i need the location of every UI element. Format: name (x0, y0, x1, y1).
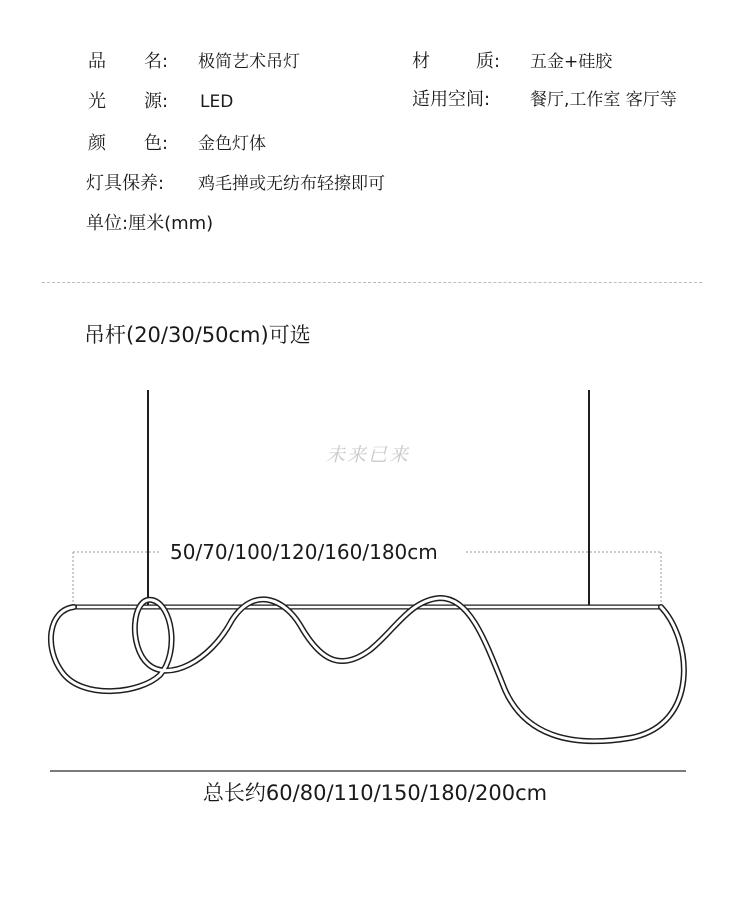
name-label-char1: 品 (88, 51, 106, 72)
care-label: 灯具保养: (86, 173, 165, 194)
name-label-char2: 名: (144, 51, 169, 72)
unit-note: 单位:厘米(mm) (86, 213, 214, 234)
material-label-char1: 材 (412, 51, 430, 72)
color-label-char2: 色: (144, 133, 169, 154)
width-options-label: 50/70/100/120/160/180cm (166, 540, 442, 564)
wavy-light-tube (51, 598, 684, 741)
space-label: 适用空间: (412, 89, 491, 110)
total-length-label: 总长约60/80/110/150/180/200cm (202, 781, 548, 805)
color-value: 金色灯体 (198, 134, 266, 154)
material-label-char2: 质: (476, 51, 501, 72)
product-name-value: 极简艺术吊灯 (198, 52, 300, 72)
care-value: 鸡毛掸或无纺布轻擦即可 (198, 174, 385, 194)
space-value: 餐厅,工作室 客厅等 (530, 90, 677, 110)
material-value: 五金+硅胶 (530, 52, 613, 72)
color-label-char1: 颜 (88, 133, 106, 154)
rod-heading: 吊杆(20/30/50cm)可选 (84, 323, 311, 347)
light-source-label-char1: 光 (88, 91, 106, 112)
watermark-logo: 未来已来 (326, 444, 411, 466)
light-source-value: LED (200, 92, 234, 112)
light-source-label-char2: 源: (144, 91, 169, 112)
